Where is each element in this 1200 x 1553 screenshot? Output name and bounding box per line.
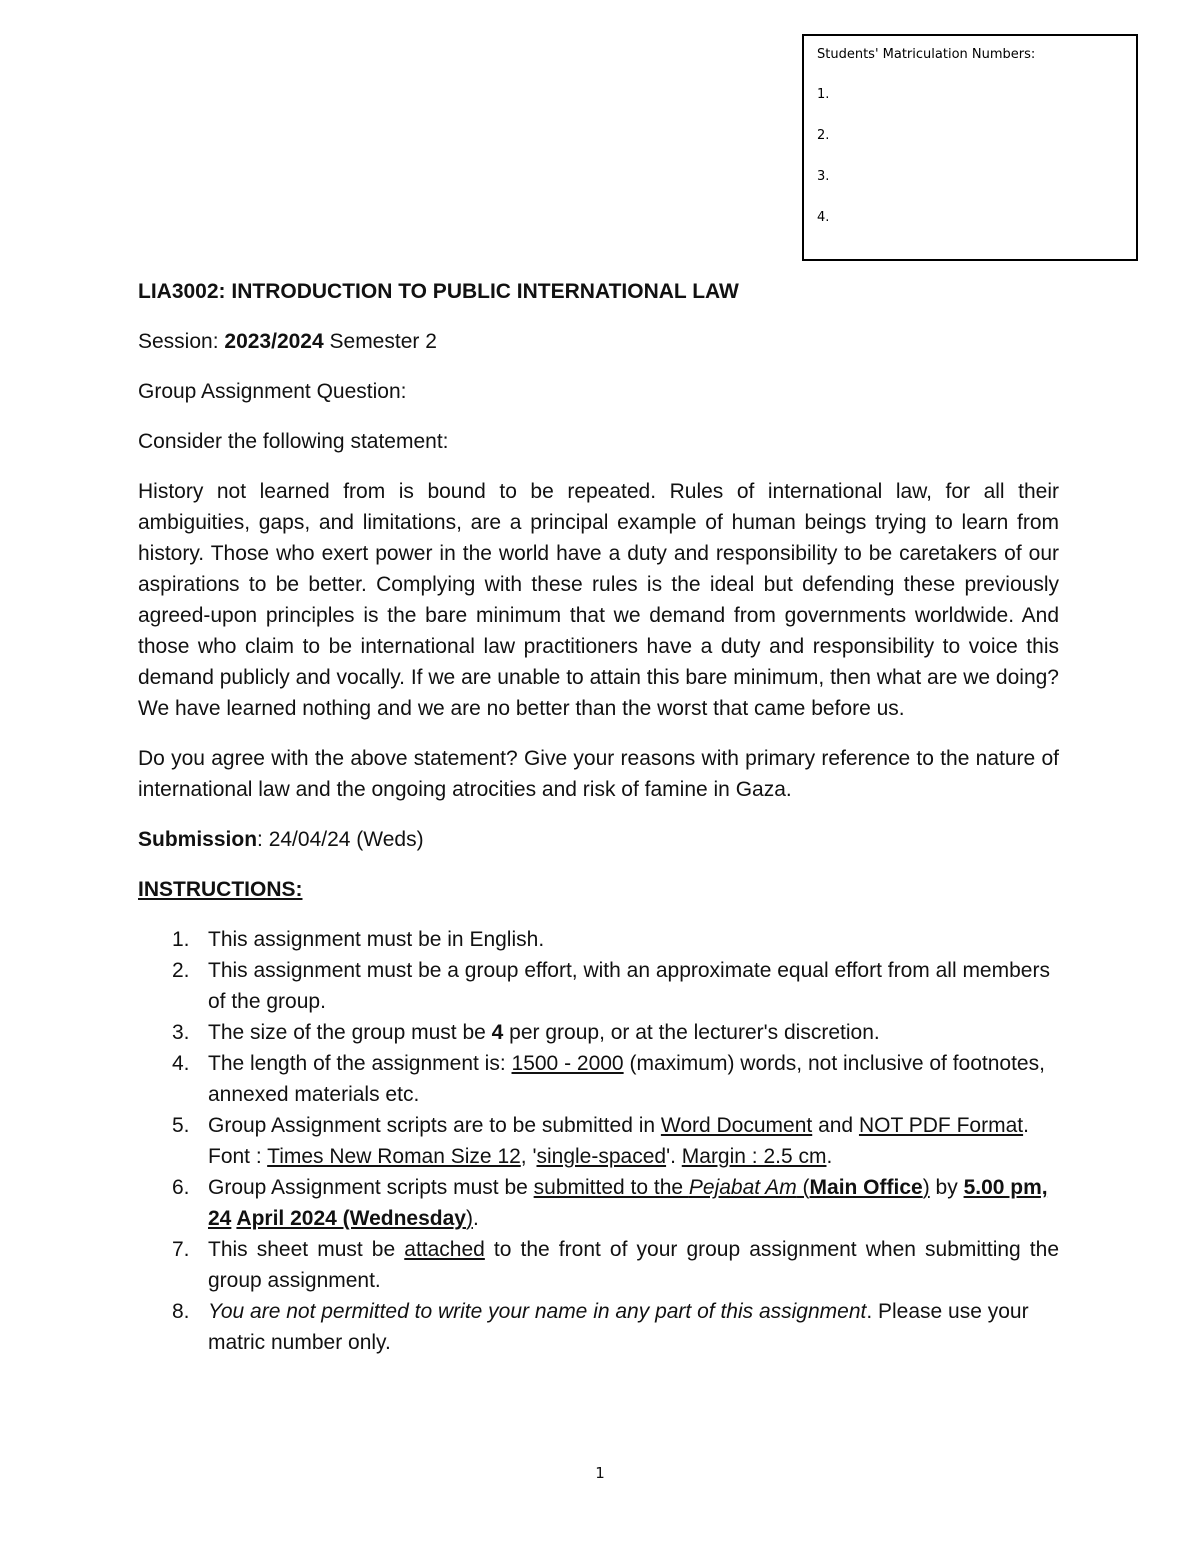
session-line xyxy=(138,326,1059,357)
instructions-list xyxy=(138,924,1059,1358)
statement-paragraph: History not learned from is bound to be repeated. Rules of international law, for all their ambiguities, gaps, and limitations, are a principal example of human beings trying to learn from history. Those who exert power in the world have a duty and responsibility to be caretakers of our aspirations to be better. Complying with these rules is the ideal but defending these previously agreed-upon principles is the bare minimum that we demand from governments worldwide. And those who claim to be international law practitioners have a duty and responsibility to voice this demand publicly and vocally. If we are unable to attain this bare minimum, then what are we doing? We have learned nothing and we are no better than the worst that came before us. xyxy=(138,480,1059,720)
submission-value: : 24/04/24 (Weds) xyxy=(257,828,424,851)
course-title: LIA3002: INTRODUCTION TO PUBLIC INTERNATIONAL LAW xyxy=(138,280,739,303)
instruction-item-6: 6. Group Assignment scripts must be submitted to the Pejabat Am (Main Office) by 5.00 pm, 24 April 2024 (Wednesday). xyxy=(172,1176,1048,1230)
instruction-item-1: 1. This assignment must be in English. xyxy=(172,928,545,951)
consider-line: Consider the following statement: xyxy=(138,430,449,453)
instruction-item-7: 7. This sheet must be attached to the front of your group assignment when submitting the group assignment. xyxy=(172,1238,1059,1292)
instruction-item-3: 3. The size of the group must be 4 per group, or at the lecturer's discretion. xyxy=(172,1021,880,1044)
submission-line xyxy=(138,824,1059,855)
instructions-heading: INSTRUCTIONS: xyxy=(138,878,303,901)
matric-slot-2: 2. xyxy=(817,128,830,143)
matric-box-title: Students' Matriculation Numbers: xyxy=(817,47,1036,62)
question-heading: Group Assignment Question: xyxy=(138,380,407,403)
instruction-item-4: 4. The length of the assignment is: 1500 - 2000 (maximum) words, not inclusive of footnotes, annexed materials etc. xyxy=(172,1052,1045,1106)
session-year: 2023/2024 xyxy=(224,330,324,353)
instruction-item-2: 2. This assignment must be a group effort, with an approximate equal effort from all members of the group. xyxy=(172,959,1050,1013)
session-semester: Semester 2 xyxy=(323,330,437,353)
session-label: Session: xyxy=(138,330,225,353)
matric-slot-4: 4. xyxy=(817,210,830,225)
question-paragraph: Do you agree with the above statement? Give your reasons with primary reference to the nature of international law and the ongoing atrocities and risk of famine in Gaza. xyxy=(138,747,1059,801)
page-number: 1 xyxy=(595,1464,605,1482)
instruction-item-5: 5. Group Assignment scripts are to be submitted in Word Document and NOT PDF Format. Font : Times New Roman Size 12, 'single-spaced'. Margin : 2.5 cm. xyxy=(172,1114,1029,1168)
submission-label: Submission xyxy=(138,828,258,851)
document-body xyxy=(138,276,1059,1358)
instruction-item-8: 8. You are not permitted to write your name in any part of this assignment. Please use your matric number only. xyxy=(172,1300,1029,1354)
matric-slot-1: 1. xyxy=(817,87,830,102)
matric-number-box xyxy=(802,34,1138,261)
matric-slot-3: 3. xyxy=(817,169,830,184)
